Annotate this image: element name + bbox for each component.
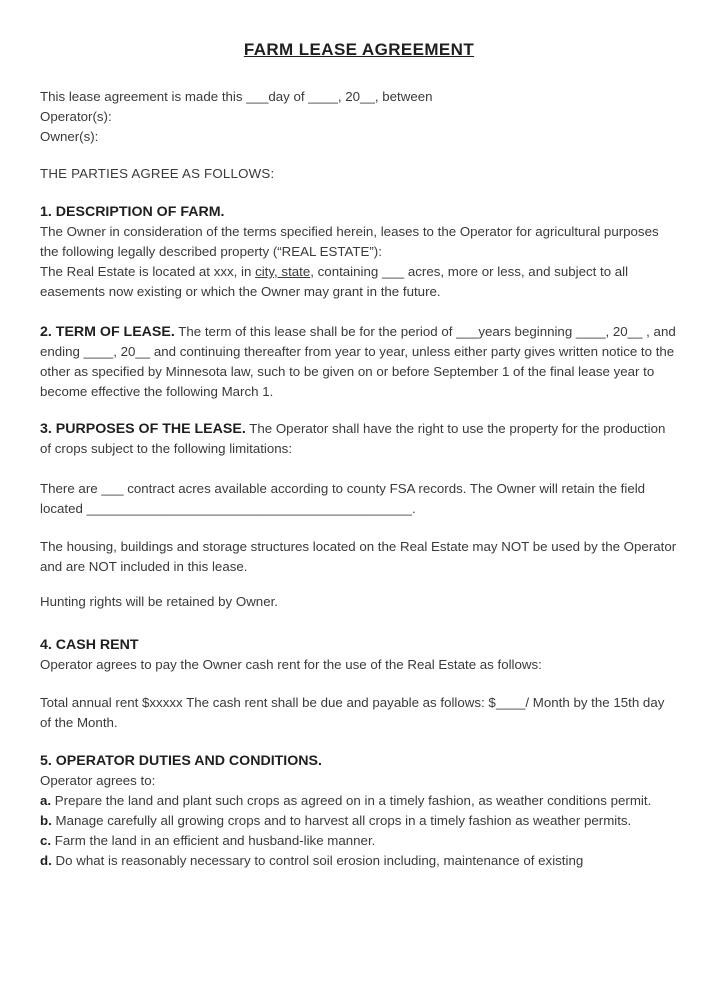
section1-city-state-underlined: city, state bbox=[255, 264, 311, 279]
duty-item-c-text: Farm the land in an efficient and husband-like manner. bbox=[51, 833, 376, 848]
section2-heading: 2. TERM OF LEASE. bbox=[40, 324, 175, 340]
section1-paragraph-1: The Owner in consideration of the terms specified herein, leases to the Operator for agricultural purposes the following legally described property (“REAL ESTATE”): bbox=[40, 224, 659, 259]
section3-heading: 3. PURPOSES OF THE LEASE. bbox=[40, 421, 246, 437]
duty-item-a bbox=[40, 791, 678, 811]
section2-paragraph bbox=[40, 322, 678, 402]
intro-line-owner: Owner(s): bbox=[40, 129, 99, 144]
hunting-rights-paragraph: Hunting rights will be retained by Owner. bbox=[40, 594, 278, 609]
duty-item-c bbox=[40, 831, 678, 851]
section2-body-text: The term of this lease shall be for the period of ___years beginning ____, 20__ , and ending ____, 20__ and continuing thereafter from year to year, unless either party gives written notice to the other as specified by Minnesota law, such to be given on or before September 1 of the final lease year to become effective the following March 1. bbox=[40, 324, 676, 399]
duty-item-d bbox=[40, 851, 678, 871]
section1-heading: 1. DESCRIPTION OF FARM. bbox=[40, 204, 225, 220]
duty-item-a-text: Prepare the land and plant such crops as agreed on in a timely fashion, as weather conditions permit. bbox=[51, 793, 652, 808]
section4-heading: 4. CASH RENT bbox=[40, 637, 139, 653]
duty-item-a-label: a. bbox=[40, 793, 52, 808]
duty-item-b-label: b. bbox=[40, 813, 52, 828]
contract-acres-paragraph: There are ___ contract acres available according to county FSA records. The Owner will retain the field located ____________________________________________. bbox=[40, 481, 646, 516]
duty-item-b bbox=[40, 811, 678, 831]
section1-paragraph-2 bbox=[40, 262, 678, 302]
duty-item-d-label: d. bbox=[40, 853, 52, 868]
intro-line-date: This lease agreement is made this ___day of ____, 20__, between bbox=[40, 89, 433, 104]
parties-agree-line: THE PARTIES AGREE AS FOLLOWS: bbox=[40, 166, 275, 181]
housing-paragraph: The housing, buildings and storage structures located on the Real Estate may NOT be used by the Operator and are NOT included in this lease. bbox=[40, 539, 677, 574]
section4-paragraph-rent: Total annual rent $xxxxx The cash rent shall be due and payable as follows: $____/ Month by the 15th day of the Month. bbox=[40, 695, 665, 730]
duty-item-d-text: Do what is reasonably necessary to control soil erosion including, maintenance of existing bbox=[51, 853, 584, 868]
intro-line-operator: Operator(s): bbox=[40, 109, 112, 124]
section1-location-tail: , containing ___ acres, more or less, and subject to all easements now existing or which the Owner may grant in the future. bbox=[40, 264, 629, 299]
document-title: FARM LEASE AGREEMENT bbox=[243, 40, 475, 59]
section5-heading: 5. OPERATOR DUTIES AND CONDITIONS. bbox=[40, 753, 322, 769]
duty-item-b-text: Manage carefully all growing crops and to harvest all crops in a timely fashion as weather permits. bbox=[51, 813, 632, 828]
duty-item-c-label: c. bbox=[40, 833, 52, 848]
section4-paragraph-1: Operator agrees to pay the Owner cash rent for the use of the Real Estate as follows: bbox=[40, 657, 542, 672]
section1-location-text: The Real Estate is located at xxx, in bbox=[40, 264, 256, 279]
section5-intro: Operator agrees to: bbox=[40, 773, 156, 788]
section3-body-text: The Operator shall have the right to use the property for the production of crops subject to the following limitations: bbox=[40, 421, 666, 456]
section3-paragraph bbox=[40, 419, 678, 459]
